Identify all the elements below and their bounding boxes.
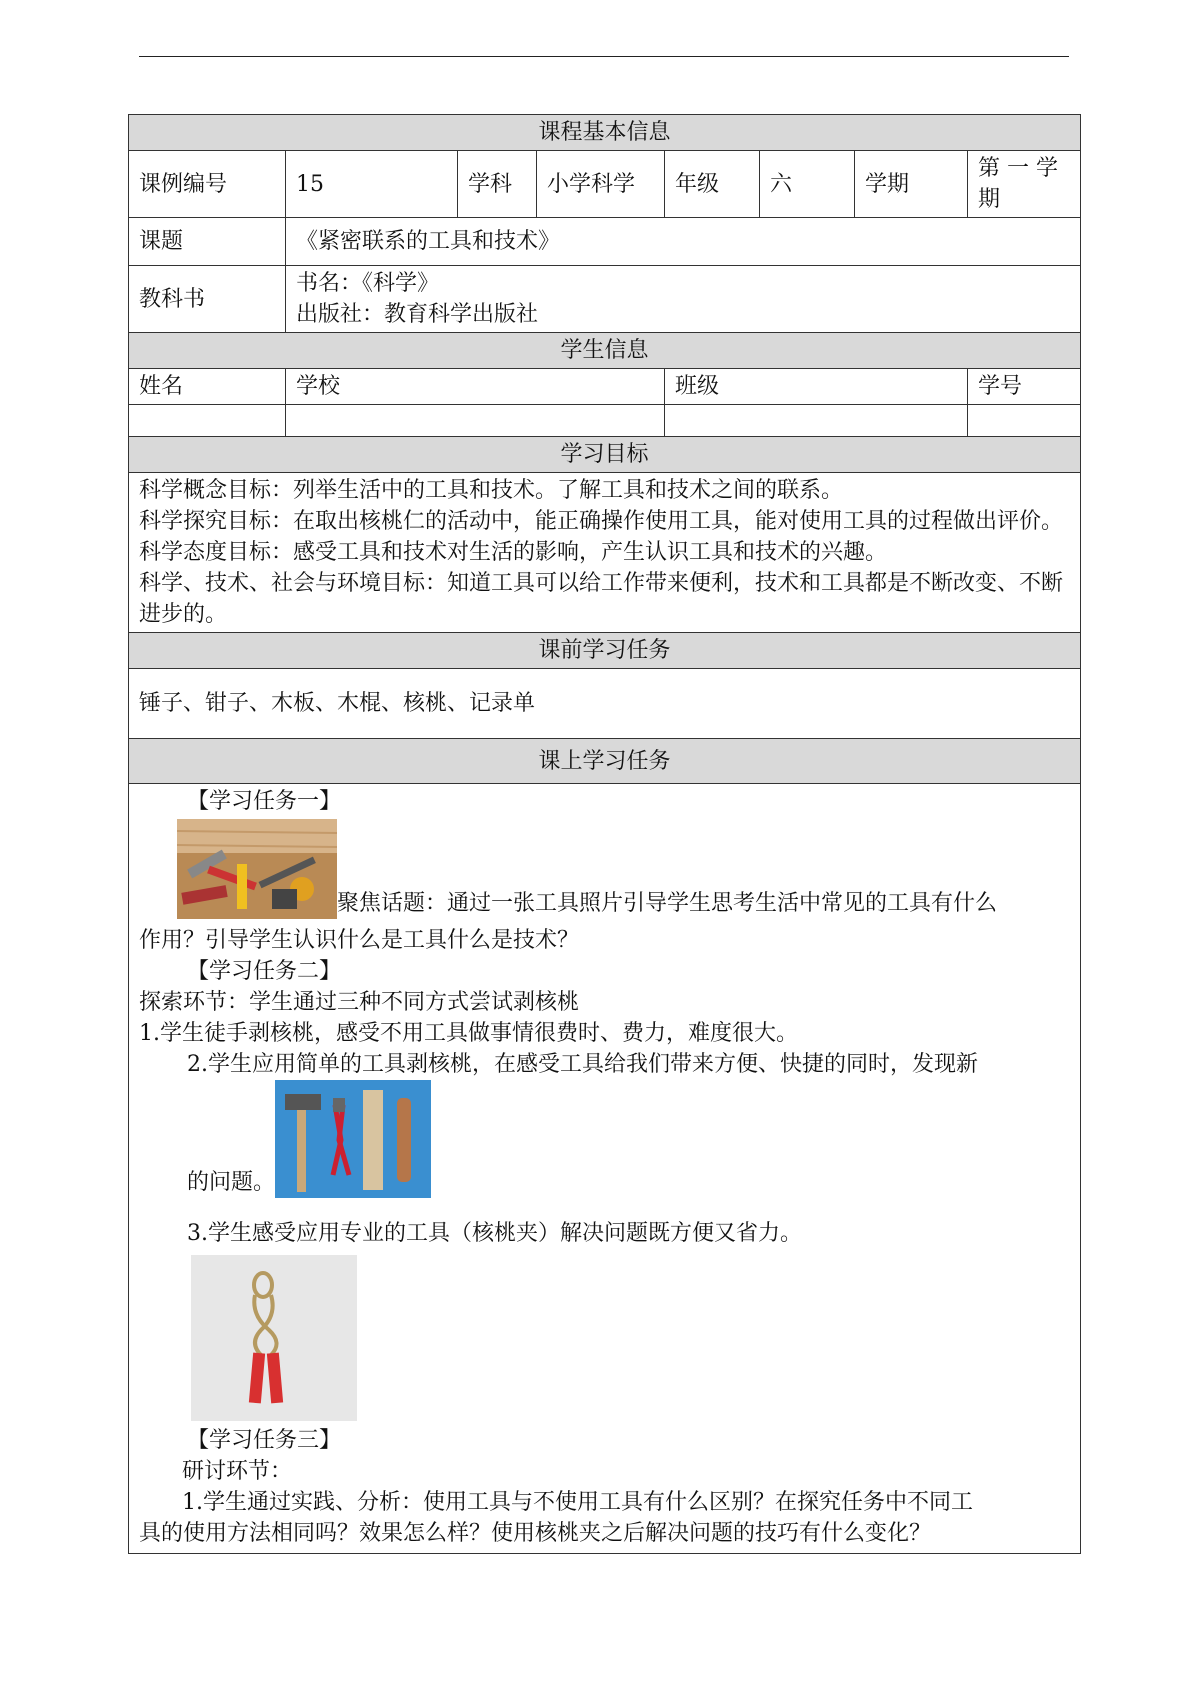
section-student-info: 学生信息 xyxy=(129,333,1081,369)
task2-step2b: 的问题。 xyxy=(187,1170,276,1195)
task1-text-a: 聚焦话题：通过一张工具照片引导学生思考生活中常见的工具有什么 xyxy=(337,891,998,916)
section-class-tasks: 课上学习任务 xyxy=(129,739,1081,784)
id-label: 学号 xyxy=(968,369,1081,405)
task3-intro: 研讨环节： xyxy=(182,1459,293,1484)
task2-step2a: 2.学生应用简单的工具剥核桃，在感受工具给我们带来方便、快捷的同时，发现新 xyxy=(187,1052,978,1077)
school-field[interactable] xyxy=(286,405,665,437)
task3-title: 【学习任务三】 xyxy=(187,1428,342,1453)
task2-step3: 3.学生感受应用专业的工具（核桃夹）解决问题既方便又省力。 xyxy=(187,1221,802,1246)
topic-label: 课题 xyxy=(129,218,286,266)
book-publisher: 出版社：教育科学出版社 xyxy=(296,302,539,327)
simple-tools-photo xyxy=(275,1080,431,1198)
grade-value: 六 xyxy=(760,151,855,218)
term-line-1: 第 一 学 xyxy=(978,156,1058,181)
task3-step1a: 1.学生通过实践、分析：使用工具与不使用工具有什么区别？在探究任务中不同工 xyxy=(182,1490,973,1515)
goal-sts: 科学、技术、社会与环境目标：知道工具可以给工作带来便利，技术和工具都是不断改变、不断进步的。 xyxy=(139,571,1064,627)
school-label: 学校 xyxy=(286,369,665,405)
task2-intro: 探索环节：学生通过三种不同方式尝试剥核桃 xyxy=(139,990,580,1015)
pre-task-items: 锤子、钳子、木板、木棍、核桃、记录单 xyxy=(129,669,1081,739)
name-label: 姓名 xyxy=(129,369,286,405)
term-line-2: 期 xyxy=(978,187,1001,212)
header-rule xyxy=(139,56,1069,57)
task2-step2-line xyxy=(139,1080,1070,1198)
goal-attitude: 科学态度目标：感受工具和技术对生活的影响，产生认识工具和技术的兴趣。 xyxy=(139,540,888,565)
lesson-plan-table xyxy=(128,114,1081,1554)
section-pre-tasks: 课前学习任务 xyxy=(129,633,1081,669)
name-field[interactable] xyxy=(129,405,286,437)
section-goals: 学习目标 xyxy=(129,437,1081,473)
task2-title: 【学习任务二】 xyxy=(187,959,342,984)
nutcracker-photo xyxy=(191,1255,357,1421)
subject-value: 小学科学 xyxy=(537,151,665,218)
term-label: 学期 xyxy=(855,151,968,218)
lesson-no-value: 15 xyxy=(286,151,458,218)
goal-concept: 科学概念目标：列举生活中的工具和技术。了解工具和技术之间的联系。 xyxy=(139,478,844,503)
class-field[interactable] xyxy=(665,405,968,437)
task1-title: 【学习任务一】 xyxy=(187,789,342,814)
section-basic-info: 课程基本信息 xyxy=(129,115,1081,151)
task3-step1b: 具的使用方法相同吗？效果怎么样？使用核桃夹之后解决问题的技巧有什么变化？ xyxy=(139,1521,932,1546)
subject-label: 学科 xyxy=(458,151,537,218)
task1-line xyxy=(139,819,1070,919)
lesson-no-label: 课例编号 xyxy=(129,151,286,218)
book-name: 书名：《科学》 xyxy=(296,271,440,296)
tools-photo xyxy=(177,819,337,919)
class-label: 班级 xyxy=(665,369,968,405)
class-tasks-cell xyxy=(129,784,1081,1554)
goals-cell xyxy=(129,473,1081,633)
textbook-label: 教科书 xyxy=(129,266,286,333)
task1-text-b: 作用？引导学生认识什么是工具什么是技术？ xyxy=(139,928,580,953)
task2-step1: 1.学生徒手剥核桃，感受不用工具做事情很费时、费力，难度很大。 xyxy=(139,1021,798,1046)
term-value xyxy=(968,151,1081,218)
goal-inquiry: 科学探究目标：在取出核桃仁的活动中，能正确操作使用工具，能对使用工具的过程做出评价。 xyxy=(139,509,1064,534)
id-field[interactable] xyxy=(968,405,1081,437)
grade-label: 年级 xyxy=(665,151,760,218)
topic-value: 《紧密联系的工具和技术》 xyxy=(286,218,1081,266)
textbook-value xyxy=(286,266,1081,333)
